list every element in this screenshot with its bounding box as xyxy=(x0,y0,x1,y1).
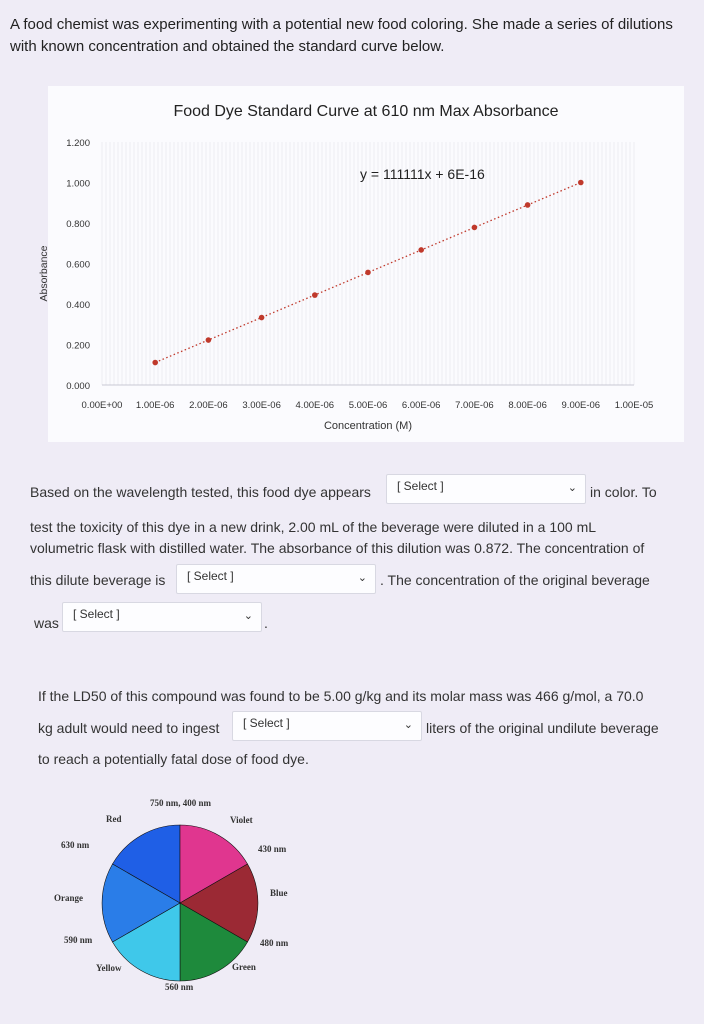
liters-select-value: [ Select ] xyxy=(243,716,290,730)
y-tick-label: 0.600 xyxy=(66,259,90,271)
q2-line2: volumetric flask with distilled water. The absorbance of this dilution was 0.872. The concentration of xyxy=(30,540,645,556)
y-tick-label: 1.200 xyxy=(66,138,90,149)
chart-svg xyxy=(38,86,684,442)
chevron-down-icon: ⌄ xyxy=(403,719,413,731)
data-point xyxy=(312,292,318,298)
q4-line3: to reach a potentially fatal dose of food dye. xyxy=(38,751,309,767)
data-point xyxy=(152,360,158,366)
standard-curve-chart xyxy=(38,86,684,442)
label-top-nm: 750 nm, 400 nm xyxy=(150,798,212,808)
x-tick-label: 5.00E-06 xyxy=(348,400,388,411)
label-red: Red xyxy=(106,814,122,824)
x-tick-label: 4.00E-06 xyxy=(295,400,335,411)
data-point xyxy=(578,180,584,186)
x-axis-label: Concentration (M) xyxy=(323,420,413,432)
x-tick-label: 7.00E-06 xyxy=(455,400,494,411)
label-blue: Blue xyxy=(270,888,288,898)
label-orange: Orange xyxy=(54,893,83,903)
q1-text-before: Based on the wavelength tested, this food dye appears xyxy=(30,484,371,500)
data-point xyxy=(206,337,212,343)
x-tick-label: 1.00E-05 xyxy=(614,400,654,411)
label-590nm: 590 nm xyxy=(64,935,93,945)
label-green: Green xyxy=(232,962,256,972)
label-430nm: 430 nm xyxy=(258,844,287,854)
q2-text-before: this dilute beverage is xyxy=(30,572,166,588)
chevron-down-icon: ⌄ xyxy=(357,572,367,584)
chevron-down-icon: ⌄ xyxy=(243,610,253,622)
chevron-down-icon: ⌄ xyxy=(567,482,577,494)
x-tick-label: 0.00E+00 xyxy=(81,400,123,411)
x-tick-label: 6.00E-06 xyxy=(401,400,441,411)
data-point xyxy=(259,315,265,321)
q3-text-after: . xyxy=(264,615,268,631)
label-yellow: Yellow xyxy=(96,963,122,973)
liters-select[interactable] xyxy=(232,711,422,741)
color-wheel xyxy=(40,790,330,995)
x-tick-label: 8.00E-06 xyxy=(508,400,547,411)
dilute-concentration-select[interactable] xyxy=(176,564,376,594)
q4-line1: If the LD50 of this compound was found to be 5.00 g/kg and its molar mass was 466 g/mol, a 70.0 xyxy=(38,688,644,704)
dye-color-select-value: [ Select ] xyxy=(397,479,444,493)
label-480nm: 480 nm xyxy=(260,938,289,948)
y-tick-label: 0.800 xyxy=(66,219,90,230)
q3-text-before: was xyxy=(34,615,59,631)
q4-text-after: liters of the original undilute beverage xyxy=(426,720,659,736)
chart-title: Food Dye Standard Curve at 610 nm Max Absorbance xyxy=(173,103,559,120)
y-axis-label: Absorbance xyxy=(38,245,50,302)
label-violet: Violet xyxy=(230,815,253,825)
data-point xyxy=(525,202,531,208)
q2-line1: test the toxicity of this dye in a new drink, 2.00 mL of the beverage were diluted in a 100 mL xyxy=(30,519,597,535)
x-tick-label: 3.00E-06 xyxy=(242,400,281,411)
y-tick-label: 0.400 xyxy=(66,300,90,311)
color-wheel-svg xyxy=(40,790,330,995)
q2-text-after: . The concentration of the original beverage xyxy=(380,572,650,588)
dye-color-select[interactable] xyxy=(386,474,586,504)
data-point xyxy=(472,225,478,231)
trendline-equation: y = 111111x + 6E-16 xyxy=(360,166,485,182)
y-tick-label: 0.000 xyxy=(66,381,90,392)
y-tick-label: 1.000 xyxy=(66,178,90,190)
q4-text-before: kg adult would need to ingest xyxy=(38,720,220,736)
original-concentration-select-value: [ Select ] xyxy=(73,607,120,621)
x-tick-label: 2.00E-06 xyxy=(189,400,228,411)
y-tick-label: 0.200 xyxy=(66,340,90,352)
intro-text: A food chemist was experimenting with a potential new food coloring. She made a series of dilutions with known concentration and obtained the standard curve below. xyxy=(10,16,673,55)
x-tick-label: 9.00E-06 xyxy=(561,400,601,411)
data-point xyxy=(418,247,424,253)
original-concentration-select[interactable] xyxy=(62,602,262,632)
data-point xyxy=(365,270,371,276)
label-630nm: 630 nm xyxy=(61,840,90,850)
label-560nm: 560 nm xyxy=(165,982,194,992)
x-tick-label: 1.00E-06 xyxy=(135,400,175,411)
q1-text-after: in color. To xyxy=(590,484,657,500)
dilute-concentration-select-value: [ Select ] xyxy=(187,569,234,583)
